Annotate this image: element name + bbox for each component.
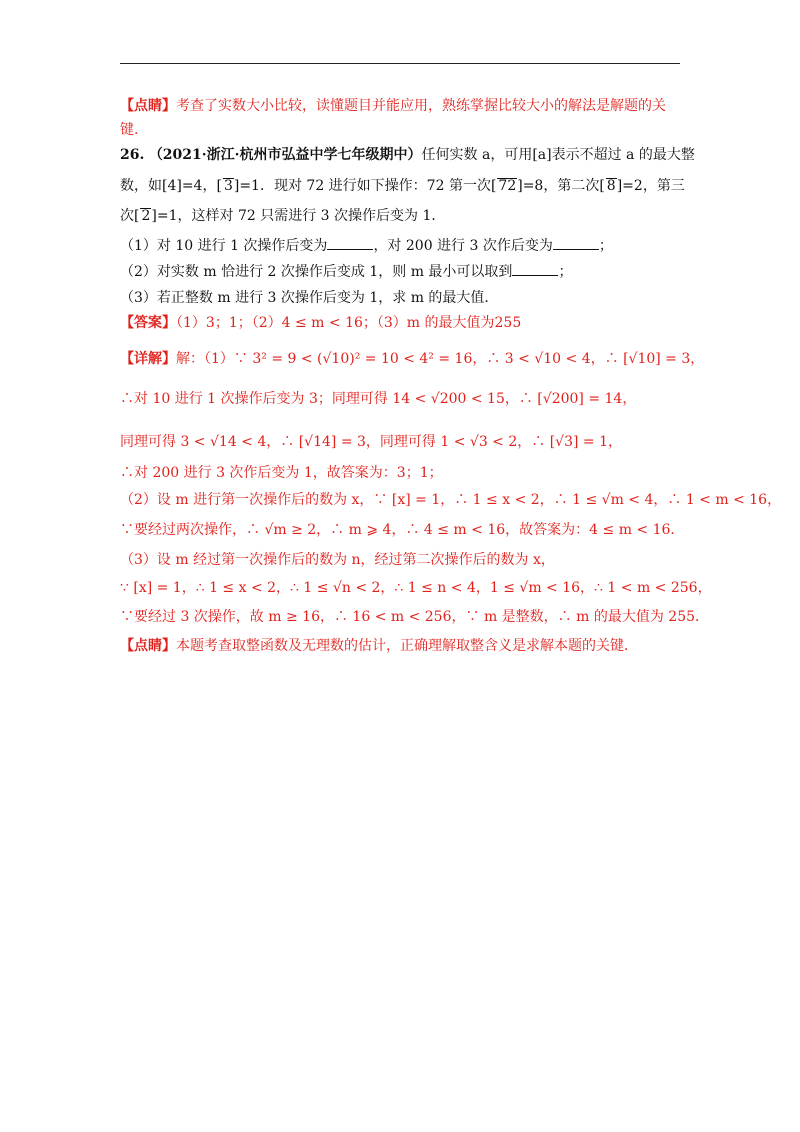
problem-line-3	[120, 206, 445, 226]
sqrt-8	[606, 178, 617, 194]
answer-blank-1[interactable]	[327, 237, 373, 250]
answer-blank-3[interactable]	[512, 263, 558, 276]
question-3-text: （3）若正整数 m 进行 3 次操作后变为 1，求 m 的最大值．	[120, 290, 499, 306]
answer-tag: 【答案】	[120, 315, 176, 331]
remark-1-text-1: 考查了实数大小比较，读懂题目并能应用，熟练掌握比较大小的解法是解题的关	[176, 98, 666, 114]
detail-line-8	[120, 578, 712, 598]
sqrt-72-radicand: 72	[498, 178, 517, 194]
problem-text-2e: ]=8，第二次[	[517, 178, 605, 194]
detail-text-7: （3）设 m 经过第一次操作后的数为 n，经过第二次操作后的数为 x，	[120, 552, 555, 568]
problem-text-1: 任何实数 a，可用[a]表示不超过 a 的最大整	[421, 147, 695, 163]
remark-1-line-2	[120, 120, 138, 140]
detail-text-2: ∴对 10 进行 1 次操作后变为 3；同理可得 14 < √200 < 15，∴ [√200] = 14，	[120, 391, 637, 407]
sqrt-72	[497, 178, 517, 194]
problem-text-2c: ]=1．现对 72 进行如下操作：72 第一次[	[233, 178, 497, 194]
sqrt-3	[223, 178, 234, 194]
header-rule	[120, 63, 680, 64]
detail-line-4	[120, 463, 443, 483]
detail-text-6: ∵要经过两次操作，∴ √m ≥ 2，∴ m ⩾ 4，∴ 4 ≤ m < 16，故答案为：4 ≤ m < 16．	[120, 522, 685, 538]
answer-line	[120, 313, 521, 333]
sqrt-8-radicand: 8	[606, 178, 616, 194]
question-1-text-c: ；	[598, 238, 613, 254]
detail-text-5: （2）设 m 进行第一次操作后的数为 x，∵ [x] = 1，∴ 1 ≤ x < 2，∴ 1 ≤ √m < 4，∴ 1 < m < 16，	[120, 492, 782, 508]
detail-line-2	[120, 389, 636, 409]
problem-text-2g: ]=2，第三	[616, 178, 685, 194]
detail-line-1	[120, 349, 704, 369]
detail-text-4: ∴对 200 进行 3 次作后变为 1，故答案为：3；1；	[120, 465, 443, 481]
problem-text-3a: 次[	[120, 208, 140, 224]
detail-text-3: 同理可得 3 < √14 < 4，∴ [√14] = 3，同理可得 1 < √3 < 2，∴ [√3] = 1，	[120, 434, 623, 450]
problem-line-2	[120, 176, 685, 196]
detail-text-8: ∵ [x] = 1，∴ 1 ≤ x < 2，∴ 1 ≤ √n < 2，∴ 1 ≤ n < 4，1 ≤ √m < 16，∴ 1 < m < 256，	[120, 580, 712, 596]
problem-line-1	[120, 145, 695, 165]
remark-1-tag: 【点睛】	[120, 98, 176, 114]
remark-1-text-2: 键.	[120, 122, 139, 138]
question-1-text-a: （1）对 10 进行 1 次操作后变为	[120, 238, 328, 254]
question-2-text-a: （2）对实数 m 恰进行 2 次操作后变成 1，则 m 最小可以取到	[120, 264, 513, 280]
question-1	[120, 236, 613, 256]
problem-number: 26.	[120, 147, 145, 163]
remark-1-line-1	[120, 96, 666, 116]
question-2-text-b: ；	[558, 264, 573, 280]
detail-line-7	[120, 550, 555, 570]
detail-tag: 【详解】	[120, 351, 176, 367]
question-2	[120, 262, 572, 282]
detail-line-6	[120, 520, 684, 540]
detail-text-9: ∵要经过 3 次操作，故 m ≥ 16，∴ 16 < m < 256，∵ m 是整数，∴ m 的最大值为 255．	[120, 609, 710, 625]
question-3	[120, 288, 498, 308]
detail-line-5	[120, 490, 781, 510]
detail-line-9	[120, 607, 709, 627]
answer-blank-2[interactable]	[553, 237, 599, 250]
problem-text-3c: ]=1，这样对 72 只需进行 3 次操作后变为 1．	[151, 208, 446, 224]
detail-line-3	[120, 432, 622, 452]
remark-2-tag: 【点睛】	[120, 638, 176, 654]
remark-2-line	[120, 636, 638, 656]
problem-text-2a: 数，如[4]=4，[	[120, 178, 222, 194]
remark-2-text: 本题考查取整函数及无理数的估计，正确理解取整含义是求解本题的关键．	[176, 638, 638, 654]
sqrt-3-radicand: 3	[223, 178, 233, 194]
sqrt-2	[140, 208, 151, 224]
problem-source: （2021·浙江·杭州市弘益中学七年级期中）	[148, 147, 422, 163]
question-1-text-b: ，对 200 进行 3 次作后变为	[373, 238, 553, 254]
sqrt-2-radicand: 2	[141, 208, 151, 224]
detail-text-1: 解：（1）∵ 3² = 9 < (√10)² = 10 < 4² = 16，∴ 3 < √10 < 4，∴ [√10] = 3，	[176, 351, 705, 367]
answer-text: （1）3；1；（2）4 ≤ m < 16；（3）m 的最大值为255	[176, 315, 522, 331]
